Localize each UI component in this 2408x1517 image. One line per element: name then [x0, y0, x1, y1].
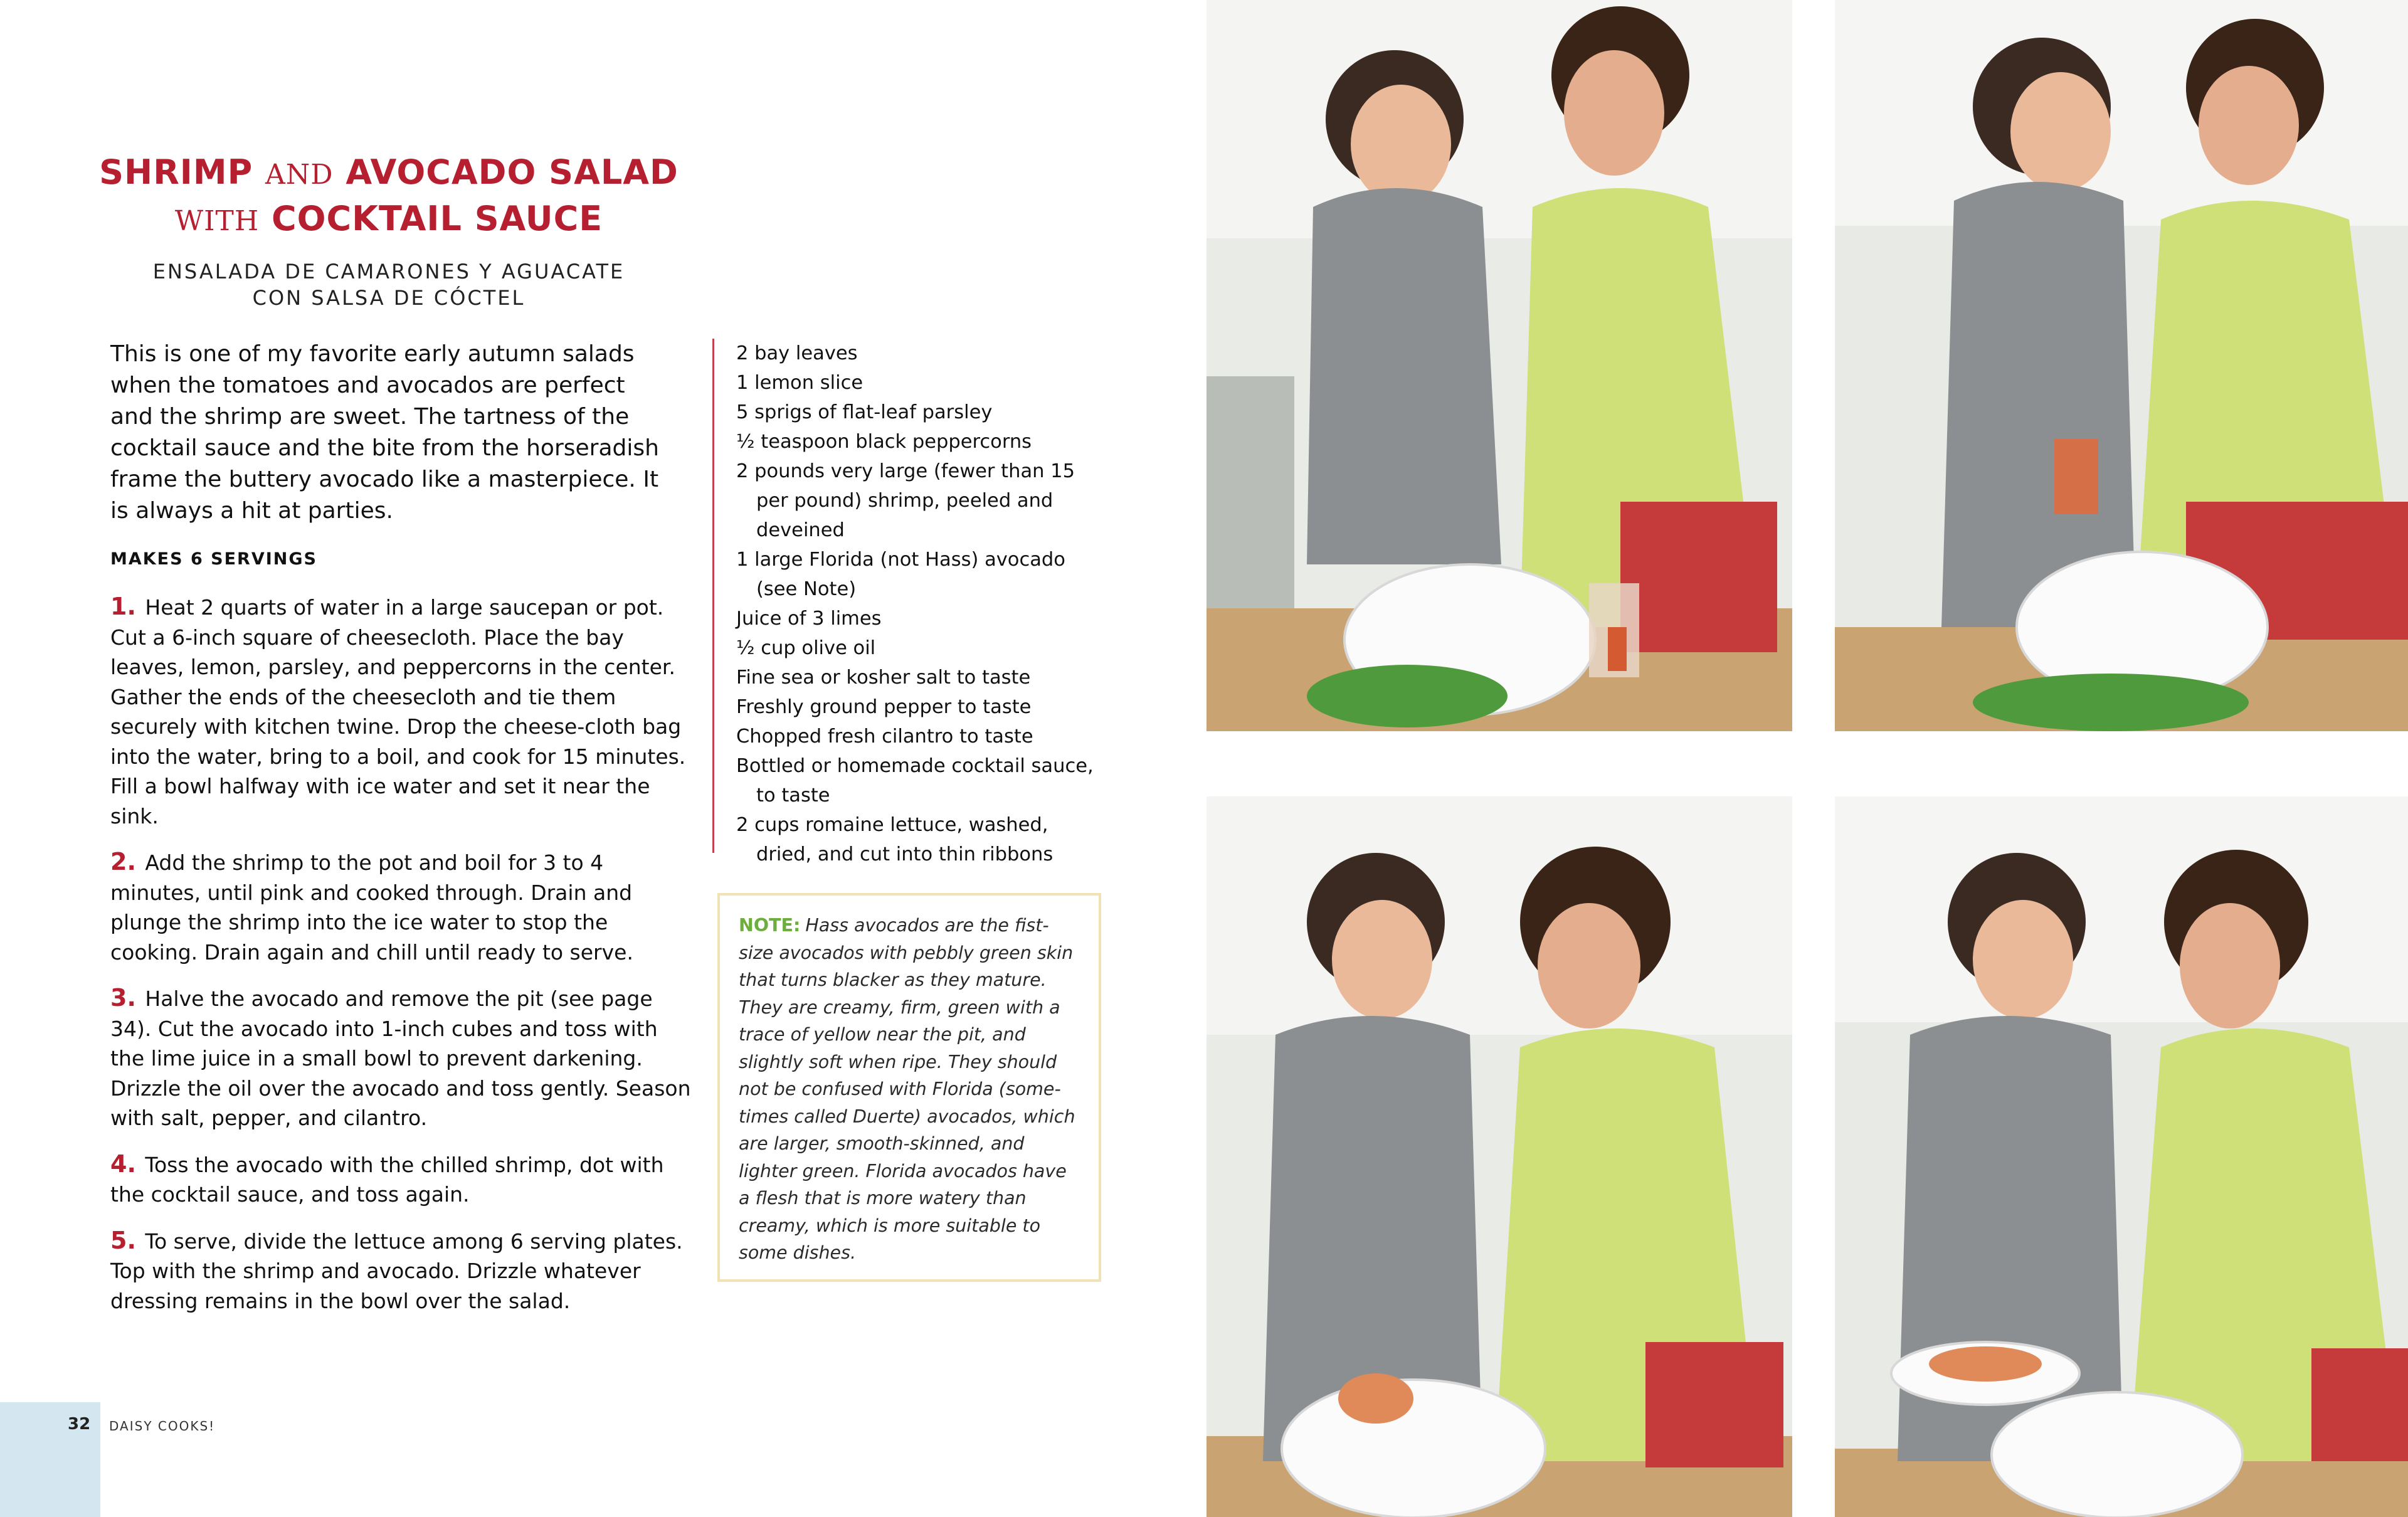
ingredient-item: Fine sea or kosher salt to taste	[736, 667, 1031, 689]
ingredients-list	[736, 339, 1100, 869]
step-text: Toss the avocado with the chilled shrimp, dot with the cocktail sauce, and toss again.	[110, 1152, 664, 1207]
ingredient-item: Freshly ground pepper to taste	[736, 696, 1032, 718]
step-2	[110, 847, 697, 967]
recipe-subtitle	[94, 258, 684, 311]
photo-cooking-step-2	[1835, 0, 2408, 731]
step-number: 2.	[110, 848, 136, 875]
step-4	[110, 1150, 697, 1210]
ingredient-item: ½ cup olive oil	[736, 637, 876, 659]
ingredient-item: 2 pounds very large (fewer than 15 per pound) shrimp, peeled and deveined	[736, 460, 1075, 541]
step-text: Heat 2 quarts of water in a large saucepan or pot. Cut a 6-inch square of cheesecloth. Place the bay leaves, lemon, parsley, and peppercorns in the center. Gather the ends of the cheesecloth and tie them securely with kitchen twine. Drop the cheese-cloth bag into the water, bring to a boil, and cook for 15 minutes. Fill a bowl halfway with ice water and set it near the sink.	[110, 595, 686, 828]
recipe-title-line-1: SHRIMP AND AVOCADO SALAD	[99, 152, 679, 192]
photo-cooking-step-4	[1835, 796, 2408, 1517]
step-number: 4.	[110, 1150, 136, 1178]
running-footer-title: DAISY COOKS!	[109, 1419, 216, 1434]
step-number: 5.	[110, 1226, 136, 1254]
step-text: Add the shrimp to the pot and boil for 3 to 4 minutes, until pink and cooked through. Drain and plunge the shrimp into the ice water to stop the cooking. Drain again and chill until ready to serve.	[110, 850, 633, 965]
subtitle-line-1: ENSALADA DE CAMARONES Y AGUACATE	[152, 260, 625, 283]
ingredient-item: Juice of 3 limes	[736, 608, 882, 630]
recipe-title-line-2: WITH COCKTAIL SAUCE	[174, 199, 603, 238]
note-box	[717, 893, 1101, 1282]
note-text: Hass avocados are the fist-size avocados with pebbly green skin that turns blacker as they mature. They are creamy, firm, green with a trace of yellow near the pit, and slightly soft when ripe. They should not be confused with Florida (some-times called Duerte) avocados, which are larger, smooth-skinned, and lighter green. Florida avocados have a flesh that is more watery than creamy, which is more suitable to some dishes.	[739, 915, 1075, 1263]
note-label: NOTE:	[739, 915, 801, 936]
recipe-steps	[110, 592, 697, 1332]
recipe-title-block	[94, 151, 684, 311]
step-text: To serve, divide the lettuce among 6 serving plates. Top with the shrimp and avocado. Drizzle whatever dressing remains in the bowl over the salad.	[110, 1229, 683, 1313]
step-text: Halve the avocado and remove the pit (see page 34). Cut the avocado into 1-inch cubes and toss with the lime juice in a small bowl to prevent darkening. Drizzle the oil over the avocado and toss gently. Season with salt, pepper, and cilantro.	[110, 986, 691, 1130]
ingredient-item: 2 bay leaves	[736, 342, 858, 364]
ingredient-item: 2 cups romaine lettuce, washed, dried, and cut into thin ribbons	[736, 814, 1054, 865]
ingredient-item: 1 large Florida (not Hass) avocado (see Note)	[736, 549, 1065, 600]
ingredient-item: 1 lemon slice	[736, 372, 863, 394]
photo-cooking-step-1	[1207, 0, 1792, 731]
ingredient-item: Chopped fresh cilantro to taste	[736, 726, 1033, 748]
ingredient-item: 5 sprigs of flat-leaf parsley	[736, 401, 993, 423]
step-3	[110, 983, 697, 1133]
step-5	[110, 1226, 697, 1316]
page-number: 32	[68, 1415, 91, 1434]
ingredient-item: Bottled or homemade cocktail sauce, to taste	[736, 755, 1094, 806]
ingredients-divider	[712, 339, 714, 853]
step-1	[110, 592, 697, 831]
photo-cooking-step-3	[1207, 796, 1792, 1517]
ingredient-item: ½ teaspoon black peppercorns	[736, 431, 1032, 453]
subtitle-line-2: CON SALSA DE CÓCTEL	[252, 286, 525, 310]
step-number: 3.	[110, 984, 136, 1012]
servings-label: MAKES 6 SERVINGS	[110, 549, 317, 569]
recipe-intro: This is one of my favorite early autumn salads when the tomatoes and avocados are perfect and the shrimp are sweet. The tartness of the cocktail sauce and the bite from the horseradish frame the buttery avocado like a masterpiece. It is always a hit at parties.	[110, 341, 659, 524]
step-number: 1.	[110, 593, 136, 620]
